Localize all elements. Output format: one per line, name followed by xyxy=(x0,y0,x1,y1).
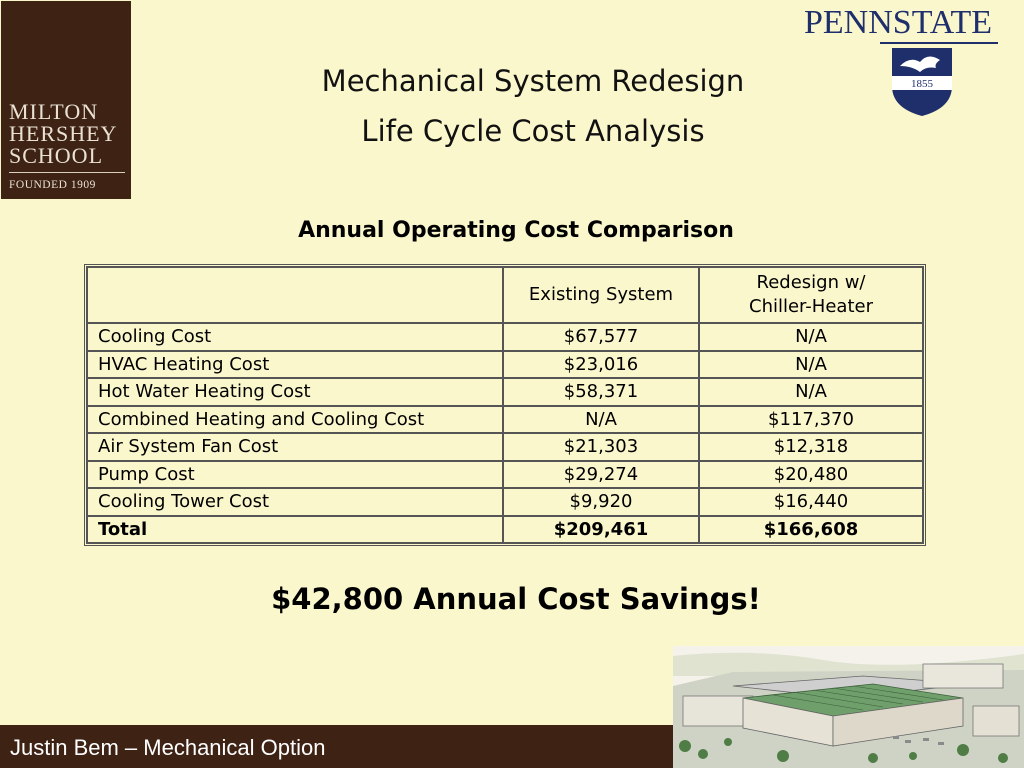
penn-state-logo xyxy=(800,2,1002,120)
total-redesign: $166,608 xyxy=(699,516,923,544)
milton-hershey-school-logo xyxy=(1,1,131,199)
header-redesign-line-1: Redesign w/ xyxy=(756,272,866,293)
row-label: HVAC Heating Cost xyxy=(87,351,503,379)
row-existing: $23,016 xyxy=(503,351,699,379)
row-label: Combined Heating and Cooling Cost xyxy=(87,406,503,434)
building-rendering-icon xyxy=(673,646,1024,768)
mhs-logo-divider xyxy=(9,172,125,173)
table-row xyxy=(87,378,923,406)
row-label: Cooling Cost xyxy=(87,323,503,351)
table-row xyxy=(87,406,923,434)
header-label xyxy=(87,267,503,323)
row-redesign: $20,480 xyxy=(699,461,923,489)
row-label: Air System Fan Cost xyxy=(87,433,503,461)
footer-author: Justin Bem – Mechanical Option xyxy=(10,735,326,760)
row-label: Hot Water Heating Cost xyxy=(87,378,503,406)
cost-comparison-table xyxy=(84,264,926,546)
header-redesign-line-2: Chiller-Heater xyxy=(749,296,873,317)
row-label: Pump Cost xyxy=(87,461,503,489)
slide-title-line-1: Mechanical System Redesign xyxy=(321,64,745,98)
row-existing: $9,920 xyxy=(503,488,699,516)
row-redesign: $12,318 xyxy=(699,433,923,461)
row-existing: $67,577 xyxy=(503,323,699,351)
row-redesign: N/A xyxy=(699,351,923,379)
total-existing: $209,461 xyxy=(503,516,699,544)
header-redesign xyxy=(699,267,923,323)
penn-state-wordmark: PENNSTATE xyxy=(804,4,993,41)
row-existing: $21,303 xyxy=(503,433,699,461)
table-row xyxy=(87,323,923,351)
row-existing: $29,274 xyxy=(503,461,699,489)
table-row xyxy=(87,433,923,461)
savings-headline: $42,800 Annual Cost Savings! xyxy=(271,582,761,616)
header-existing-system: Existing System xyxy=(503,267,699,323)
table-row xyxy=(87,488,923,516)
table-header-row xyxy=(87,267,923,323)
table-row xyxy=(87,351,923,379)
mhs-logo-founded: FOUNDED 1909 xyxy=(9,179,96,191)
building-rendering-image xyxy=(673,646,1024,768)
slide-title-line-2: Life Cycle Cost Analysis xyxy=(361,114,705,148)
table-row xyxy=(87,461,923,489)
penn-state-shield-icon xyxy=(890,46,954,118)
row-label: Cooling Tower Cost xyxy=(87,488,503,516)
row-redesign: $16,440 xyxy=(699,488,923,516)
penn-state-shield-year: 1855 xyxy=(911,78,933,90)
row-existing: N/A xyxy=(503,406,699,434)
table-caption: Annual Operating Cost Comparison xyxy=(298,218,734,243)
row-redesign: N/A xyxy=(699,378,923,406)
row-redesign: N/A xyxy=(699,323,923,351)
row-redesign: $117,370 xyxy=(699,406,923,434)
mhs-logo-name: MILTON HERSHEY SCHOOL xyxy=(9,99,118,168)
table-total-row xyxy=(87,516,923,544)
penn-state-wordmark-underline xyxy=(880,42,998,44)
total-label: Total xyxy=(87,516,503,544)
row-existing: $58,371 xyxy=(503,378,699,406)
